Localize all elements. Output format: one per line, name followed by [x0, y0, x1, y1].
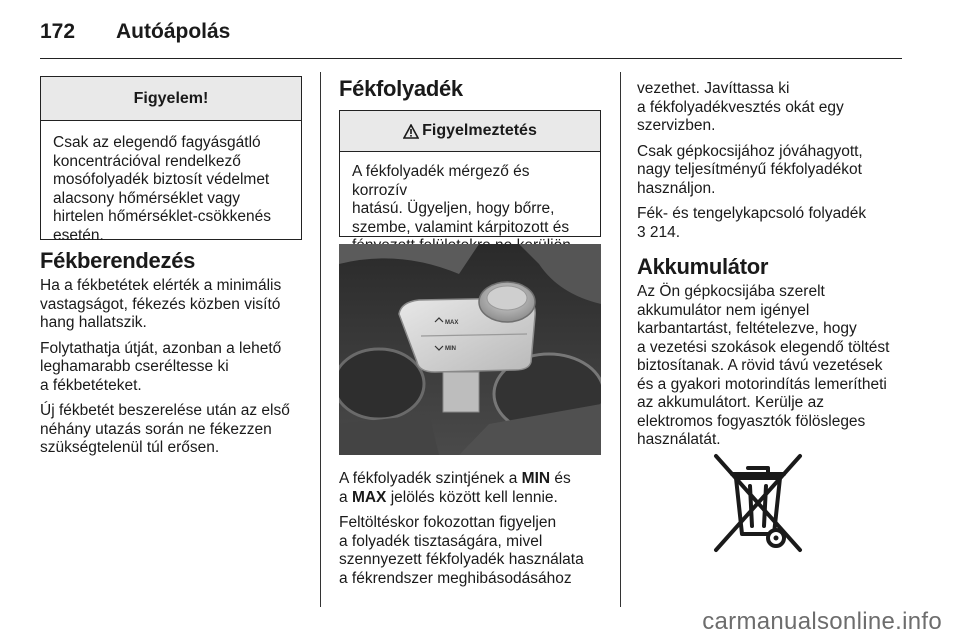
warning-line: szembe, valamint kárpitozott és [352, 218, 570, 236]
text-line: vastagságot, fékezés közben visító [40, 295, 281, 313]
text-line: biztosítanak. A rövid távú vezetések [637, 357, 883, 374]
text-line: Fék- és tengelykapcsoló folyadék [637, 205, 867, 222]
min-mark-label: MIN [445, 346, 456, 352]
max-mark-label: MAX [445, 320, 459, 326]
brakes-paragraph-3 [40, 402, 310, 458]
text-segment: a [339, 488, 352, 506]
battery-heading: Akkumulátor [637, 254, 769, 279]
fluid-reference-paragraph [637, 205, 927, 242]
text-line: a folyadék tisztaságára, mivel [339, 532, 543, 550]
notice-box [40, 76, 302, 244]
text-line: szennyezett fékfolyadék használata [339, 551, 584, 568]
repair-paragraph [637, 80, 927, 136]
warning-line: A fékfolyadék mérgező és korrozív [352, 163, 530, 199]
notice-text [41, 121, 301, 257]
text-line: karbantartást, feltételezve, hogy [637, 320, 857, 337]
text-line: a vezetési szokások elegendő töltést [637, 338, 890, 356]
min-label-bold: MIN [521, 470, 551, 487]
text-line: Új fékbetét beszerelése után az első [40, 402, 290, 419]
battery-paragraph [637, 283, 927, 450]
brakes-heading: Fékberendezés [40, 248, 196, 273]
notice-line: koncentrációval rendelkező [53, 152, 241, 170]
text-line: Csak gépkocsijához jóváhagyott, [637, 142, 863, 160]
header-rule [40, 58, 902, 59]
approved-fluid-paragraph [637, 143, 927, 199]
right-column-text-top [637, 80, 927, 249]
brake-fluid-text [339, 470, 614, 595]
text-line: nagy teljesítményű fékfolyadékot [637, 161, 862, 178]
reservoir-illustration [339, 244, 601, 455]
text-line: a fékfolyadékvesztés okát egy [637, 98, 844, 116]
text-line: az akkumulátort. Kerülje az [637, 394, 824, 411]
level-paragraph [339, 470, 614, 507]
battery-text [637, 283, 927, 457]
max-label-bold: MAX [351, 488, 387, 506]
text-segment: és [550, 470, 571, 487]
text-line: használatát. [637, 431, 721, 448]
notice-line: hirtelen hőmérséklet-csökkenés [53, 208, 271, 225]
text-segment: A fékfolyadék szintjének a [339, 470, 522, 487]
text-line: a fékbetéteket. [40, 376, 142, 394]
text-line: akkumulátor nem igényel [637, 301, 810, 319]
text-line: néhány utazás során ne fékezzen [40, 420, 272, 438]
crossed-out-wheelie-bin-icon [712, 452, 804, 554]
notice-title: Figyelem! [41, 77, 301, 121]
notice-line: alacsony hőmérséklet vagy [53, 189, 240, 207]
text-line: hang hallatszik. [40, 314, 147, 331]
text-line: a fékrendszer meghibásodásához [339, 569, 572, 587]
text-line: leghamarabb cseréltesse ki [40, 358, 229, 375]
text-line: Feltöltéskor fokozottan figyeljen [339, 514, 557, 531]
notice-line: esetén. [53, 226, 104, 244]
warning-header [340, 111, 600, 152]
watermark: carmanualsonline.info [702, 608, 942, 635]
brake-fluid-reservoir-photo [339, 244, 601, 455]
text-line: és a gyakori motorindítás lemerítheti [637, 375, 887, 393]
warning-box [339, 110, 601, 237]
filling-paragraph [339, 514, 614, 588]
text-line: Ha a fékbetétek elérték a minimális [40, 277, 282, 294]
warning-line: hatású. Ügyeljen, hogy bőrre, [352, 200, 555, 217]
brake-fluid-heading: Fékfolyadék [339, 76, 463, 101]
text-line: Az Ön gépkocsijába szerelt [637, 283, 825, 300]
column-divider-left [320, 72, 321, 607]
notice-line: mosófolyadék biztosít védelmet [53, 171, 270, 188]
brakes-text [40, 277, 310, 465]
text-line: szükségtelenül túl erősen. [40, 439, 220, 456]
text-line: elektromos fogyasztók fölösleges [637, 412, 866, 430]
text-line: vezethet. Javíttassa ki [637, 80, 790, 97]
text-line: Folytathatja útját, azonban a lehető [40, 339, 282, 357]
section-title: Autóápolás [116, 20, 231, 43]
page-reference-link[interactable]: 3 214. [637, 223, 681, 241]
text-segment: jelölés között kell lennie. [386, 488, 558, 506]
text-line: szervizben. [637, 117, 716, 134]
page-number: 172 [40, 20, 76, 43]
brakes-paragraph-2 [40, 340, 310, 396]
notice-line: Csak az elegendő fagyásgátló [53, 134, 261, 151]
text-line: használjon. [637, 179, 716, 197]
column-divider-right [620, 72, 621, 607]
warning-title: Figyelmeztetés [422, 122, 537, 139]
warning-triangle-icon [403, 124, 419, 139]
brakes-paragraph-1 [40, 277, 310, 333]
